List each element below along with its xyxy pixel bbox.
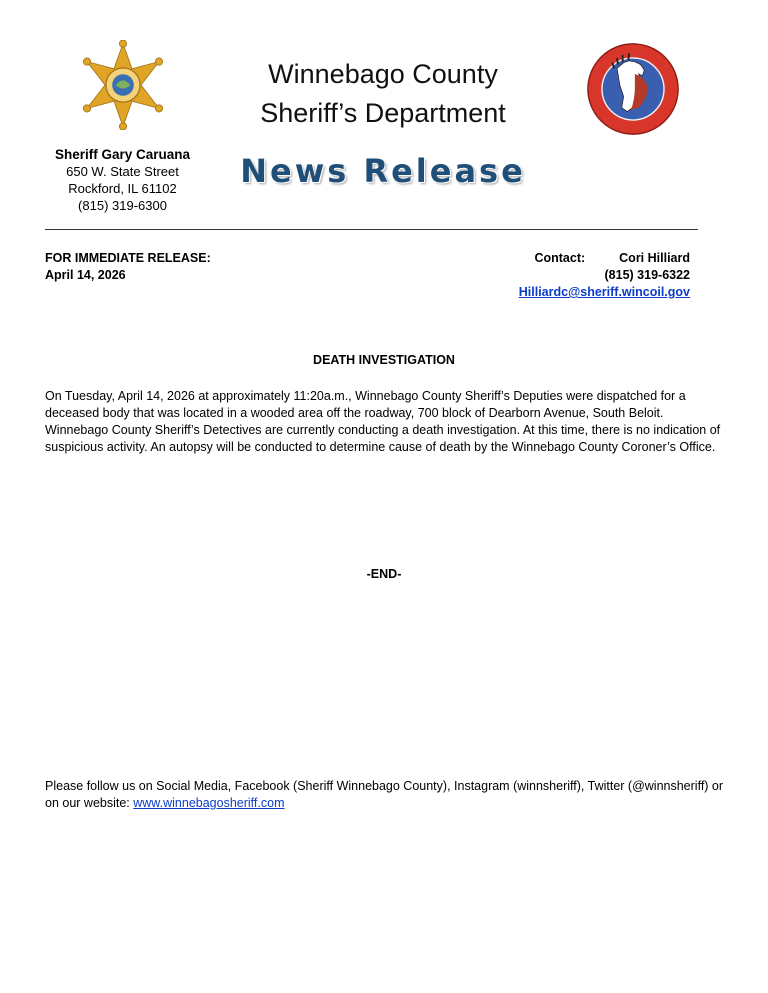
follow-text: Please follow us on Social Media, Facebook (Sheriff Winnebago County), Instagram (winnsheriff), Twitter (@winnsheriff) or on our website: bbox=[45, 779, 724, 810]
sheriff-address-block bbox=[40, 146, 205, 214]
sheriffs-police-seal bbox=[586, 42, 680, 136]
sheriff-star-badge bbox=[78, 40, 168, 130]
release-info bbox=[45, 250, 211, 284]
contact-label: Contact: bbox=[534, 251, 586, 265]
sheriff-city: Rockford, IL 61102 bbox=[68, 181, 177, 196]
sheriff-phone: (815) 319-6300 bbox=[78, 198, 167, 213]
contact-info bbox=[519, 250, 690, 301]
end-marker: -END- bbox=[366, 567, 402, 581]
title-line-2: Sheriff’s Department bbox=[260, 98, 506, 128]
release-date: April 14, 2026 bbox=[45, 268, 126, 282]
contact-phone: (815) 319-6322 bbox=[604, 268, 690, 282]
article-body: On Tuesday, April 14, 2026 at approximately 11:20a.m., Winnebago County Sheriff’s Deputies were dispatched for a deceased body that was located in a wooded area off the roadway, 700 block of Dearborn Avenue, South Beloit. Winnebago County Sheriff’s Detectives are currently conducting a death investigation. At this time, there is no indication of suspicious activity. An autopsy will be conducted to determine cause of death by the Winnebago County Coroner’s Office. bbox=[45, 389, 721, 454]
website-link[interactable]: www.winnebagosheriff.com bbox=[133, 796, 285, 810]
title-line-1: Winnebago County bbox=[268, 59, 498, 89]
news-release-heading: News Release bbox=[240, 152, 526, 190]
department-title bbox=[200, 55, 566, 133]
sheriff-name: Sheriff Gary Caruana bbox=[54, 147, 191, 162]
sheriff-street: 650 W. State Street bbox=[66, 164, 179, 179]
release-label: FOR IMMEDIATE RELEASE: bbox=[45, 251, 211, 265]
header-divider bbox=[45, 229, 698, 230]
social-media-footer bbox=[45, 778, 735, 812]
article-heading: DEATH INVESTIGATION bbox=[313, 353, 455, 367]
contact-email-link[interactable]: Hilliardc@sheriff.wincoil.gov bbox=[518, 285, 690, 299]
contact-row bbox=[519, 250, 690, 267]
contact-name: Cori Hilliard bbox=[619, 251, 690, 265]
